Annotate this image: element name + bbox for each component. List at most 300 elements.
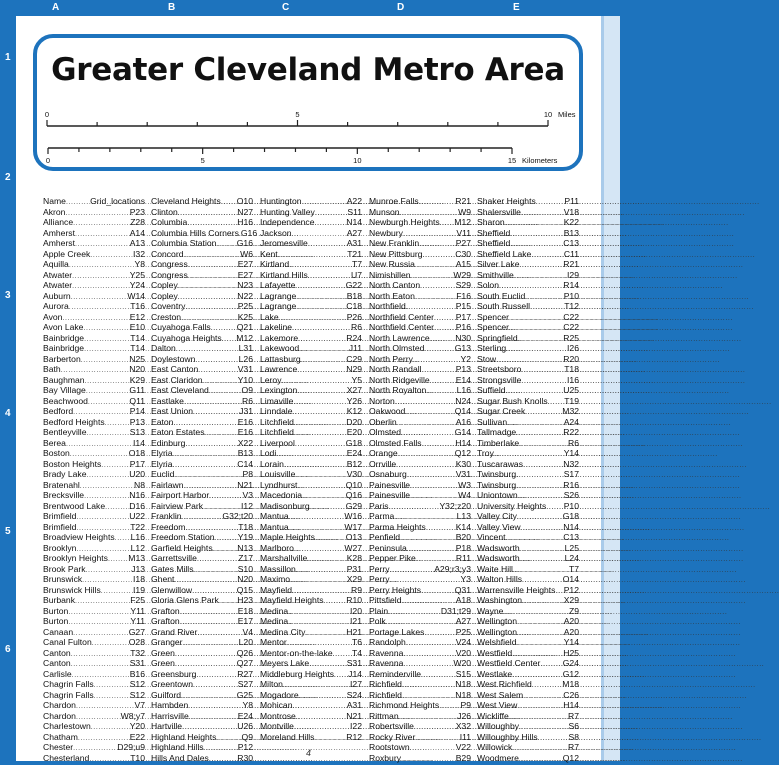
index-entry xyxy=(369,438,471,449)
grid-location: W27 xyxy=(344,543,362,554)
leader-dots xyxy=(108,555,128,566)
grid-location: I32 xyxy=(133,249,145,260)
leader-dots xyxy=(92,639,129,650)
index-entry xyxy=(151,501,253,512)
place-name: Vincent xyxy=(477,532,506,543)
place-name: Cuyahoga Heights xyxy=(151,333,222,344)
index-entry xyxy=(369,669,471,680)
leader-dots xyxy=(424,345,454,356)
index-entry xyxy=(369,469,471,480)
index-entry xyxy=(369,690,471,701)
grid-location: A18 xyxy=(456,595,471,606)
grid-location: X27 xyxy=(347,385,362,396)
grid-location: I21 xyxy=(350,616,362,627)
grid-location: Q12 xyxy=(455,448,471,459)
place-name: Munson xyxy=(369,207,400,218)
index-entry xyxy=(260,270,362,281)
grid-location: V18 xyxy=(564,207,579,218)
index-entry xyxy=(43,553,145,564)
index-entry xyxy=(151,532,253,543)
leader-dots xyxy=(402,681,455,692)
place-name: Highland Heights xyxy=(151,732,216,743)
leader-dots xyxy=(86,429,129,440)
place-name: West Richfield xyxy=(477,679,532,690)
index-entry xyxy=(43,364,145,375)
leader-dots xyxy=(69,303,130,314)
grid-location: T7 xyxy=(352,259,362,270)
index-entry xyxy=(43,690,145,701)
index-entry xyxy=(369,480,471,491)
index-entry xyxy=(260,228,362,239)
leader-dots xyxy=(105,419,130,430)
grid-location: I12 xyxy=(241,501,253,512)
index-entry xyxy=(260,385,362,396)
leader-dots xyxy=(205,429,238,440)
grid-location: E16 xyxy=(238,427,253,438)
place-name: Coventry xyxy=(151,301,185,312)
index-entry xyxy=(477,648,579,659)
index-entry xyxy=(260,501,362,512)
grid-location: S10 xyxy=(238,564,253,575)
index-entry xyxy=(260,658,362,669)
place-name: Robertsville xyxy=(369,721,414,732)
leader-dots xyxy=(324,597,347,608)
index-entry xyxy=(477,427,579,438)
grid-location: V3 xyxy=(242,490,253,501)
grid-location: C30 xyxy=(455,249,471,260)
grid-location: C29 xyxy=(346,354,362,365)
place-name: Chagrin Falls xyxy=(43,679,94,690)
index-entry xyxy=(477,312,579,323)
place-name: Penfield xyxy=(369,532,400,543)
index-entry xyxy=(151,711,253,722)
leader-dots xyxy=(178,282,237,293)
leader-dots xyxy=(546,503,563,514)
grid-location: X22 xyxy=(238,438,253,449)
index-entry xyxy=(151,385,253,396)
leader-dots xyxy=(397,419,456,430)
index-entry xyxy=(477,207,579,218)
grid-location: P10 xyxy=(564,501,579,512)
leader-dots xyxy=(388,608,441,619)
grid-location: C13 xyxy=(563,238,579,249)
index-entry xyxy=(43,511,145,522)
index-entry xyxy=(260,427,362,438)
leader-dots xyxy=(94,692,130,703)
miles-tick-label: 0 xyxy=(45,110,49,119)
place-name: Northfield Center xyxy=(369,312,434,323)
leader-dots xyxy=(75,597,130,608)
grid-location: Y8 xyxy=(134,259,145,270)
grid-location: Y11 xyxy=(130,616,145,627)
place-name: Waite Hill xyxy=(477,564,513,575)
leader-dots xyxy=(71,293,128,304)
place-name: Eaton Estates xyxy=(151,427,205,438)
leader-dots xyxy=(406,639,456,650)
leader-dots xyxy=(71,660,130,671)
place-name: Louisville xyxy=(260,469,295,480)
grid-location: P13 xyxy=(456,364,471,375)
index-entry xyxy=(260,312,362,323)
index-entry xyxy=(369,375,471,386)
index-entry xyxy=(260,375,362,386)
leader-dots xyxy=(219,597,237,608)
grid-location: V11 xyxy=(456,228,471,239)
grid-location: W17 xyxy=(344,522,362,533)
index-entry xyxy=(43,627,145,638)
grid-location: E14 xyxy=(456,375,471,386)
place-name: Canton xyxy=(43,658,71,669)
place-name: Wickliffe xyxy=(477,711,509,722)
leader-dots xyxy=(209,387,242,398)
grid-location: U7 xyxy=(351,270,362,281)
grid-location: W20 xyxy=(453,658,471,669)
grid-location: Y3 xyxy=(460,574,471,585)
leader-dots xyxy=(505,219,564,230)
grid-location: K12 xyxy=(347,406,362,417)
grid-location: X32 xyxy=(456,721,471,732)
place-name: Lagrange xyxy=(260,301,296,312)
grid-location: T14 xyxy=(130,333,145,344)
grid-location: N20 xyxy=(237,574,253,585)
grid-location: H14 xyxy=(455,438,471,449)
place-name: Lake xyxy=(260,312,279,323)
place-name: Grafton xyxy=(151,606,180,617)
place-name: Jeromesville xyxy=(260,238,308,249)
index-entry xyxy=(151,669,253,680)
index-entry xyxy=(477,690,579,701)
grid-location: V20 xyxy=(456,648,471,659)
grid-location: G24 xyxy=(563,658,579,669)
index-entry xyxy=(260,207,362,218)
leader-dots xyxy=(517,639,564,650)
leader-dots xyxy=(68,608,130,619)
index-column-1 xyxy=(43,196,145,763)
grid-location: S15 xyxy=(456,669,471,680)
place-name: Tallmadge xyxy=(477,427,516,438)
grid-location: C26 xyxy=(563,690,579,701)
leader-dots xyxy=(293,398,346,409)
place-name: Canal Fulton xyxy=(43,637,92,648)
place-name: Burbank xyxy=(43,595,75,606)
index-entry xyxy=(477,627,579,638)
index-entry xyxy=(43,711,145,722)
place-name: Guilford xyxy=(151,690,181,701)
grid-location: Y25 xyxy=(130,270,145,281)
leader-dots xyxy=(185,303,237,314)
place-name: Montrose xyxy=(260,711,296,722)
grid-location: M12 xyxy=(454,217,471,228)
leader-dots xyxy=(516,482,563,493)
place-name: Copley xyxy=(151,280,178,291)
leader-dots xyxy=(85,377,130,388)
place-name: University Heights xyxy=(477,501,546,512)
grid-location: G27 xyxy=(129,627,145,638)
miles-tick-label: 5 xyxy=(295,110,299,119)
place-name: Chester xyxy=(43,742,73,753)
index-entry xyxy=(151,553,253,564)
grid-location: M13 xyxy=(128,553,145,564)
leader-dots xyxy=(521,209,564,220)
grid-location: I18 xyxy=(133,574,145,585)
grid-location: L12 xyxy=(131,543,145,554)
index-entry xyxy=(43,322,145,333)
index-entry xyxy=(151,490,253,501)
leader-dots xyxy=(91,723,130,734)
index-entry xyxy=(477,280,579,291)
index-header-grid: Grid_locations xyxy=(90,196,145,207)
grid-location: N22 xyxy=(237,291,253,302)
leader-dots xyxy=(314,219,346,230)
leader-dots xyxy=(89,755,130,765)
index-entry xyxy=(260,490,362,501)
index-header-name: Name xyxy=(43,196,66,207)
index-entry xyxy=(369,396,471,407)
place-name: Peninsula xyxy=(369,543,407,554)
place-name: Congress xyxy=(151,270,188,281)
grid-location: H25 xyxy=(563,648,579,659)
grid-location: T16 xyxy=(130,301,145,312)
leader-dots xyxy=(509,314,563,325)
grid-location: U25 xyxy=(563,385,579,396)
leader-dots xyxy=(517,629,564,640)
grid-location: T18 xyxy=(238,522,253,533)
index-entry xyxy=(477,532,579,543)
grid-location: P8 xyxy=(242,469,253,480)
index-entry xyxy=(260,354,362,365)
place-name: Meyers Lake xyxy=(260,658,309,669)
index-entry xyxy=(43,228,145,239)
index-entry xyxy=(369,301,471,312)
index-entry xyxy=(43,648,145,659)
index-entry xyxy=(477,322,579,333)
index-entry xyxy=(43,459,145,470)
place-name: Valley View xyxy=(477,522,521,533)
place-name: North Randall xyxy=(369,364,422,375)
place-name: Franklin xyxy=(151,511,182,522)
index-entry xyxy=(151,207,253,218)
grid-location: I20 xyxy=(350,606,362,617)
grid-location: E22 xyxy=(130,732,145,743)
place-name: North Olmsted xyxy=(369,343,424,354)
place-name: Sheffield xyxy=(477,238,510,249)
leader-dots xyxy=(83,324,129,335)
leader-dots xyxy=(415,261,456,272)
grid-location: Q16 xyxy=(346,490,362,501)
place-name: Carlisle xyxy=(43,669,72,680)
leader-dots xyxy=(88,398,129,409)
index-entry xyxy=(477,753,579,764)
place-name: Euclid xyxy=(151,469,174,480)
leader-dots xyxy=(183,639,239,650)
place-name: Norton xyxy=(369,396,395,407)
leader-dots xyxy=(294,429,347,440)
place-name: Fairport Harbor xyxy=(151,490,209,501)
index-entry xyxy=(151,406,253,417)
index-entry xyxy=(369,732,471,743)
index-entry xyxy=(369,207,471,218)
index-entry xyxy=(151,448,253,459)
grid-location: G12 xyxy=(563,669,579,680)
place-name: Bay Village xyxy=(43,385,86,396)
leader-dots xyxy=(94,681,130,692)
place-name: Valley City xyxy=(477,511,517,522)
index-entry xyxy=(260,732,362,743)
place-name: Chardon xyxy=(43,700,76,711)
grid-location: V31 xyxy=(456,469,471,480)
index-entry xyxy=(477,543,579,554)
leader-dots xyxy=(520,555,565,566)
leader-dots xyxy=(188,272,238,283)
grid-location: P9 xyxy=(460,700,471,711)
grid-location: W8;y7 xyxy=(121,711,145,722)
grid-location: W4 xyxy=(458,490,471,501)
place-name: Lyndhurst xyxy=(260,480,297,491)
index-entry xyxy=(477,438,579,449)
leader-dots xyxy=(81,356,129,367)
index-entry xyxy=(369,711,471,722)
leader-dots xyxy=(173,461,238,472)
index-entry xyxy=(260,522,362,533)
place-name: Lakeline xyxy=(260,322,292,333)
index-entry xyxy=(369,196,471,207)
grid-location: N18 xyxy=(455,690,471,701)
grid-location: Q15 xyxy=(237,585,253,596)
place-name: Painesville xyxy=(369,480,410,491)
grid-location: K25 xyxy=(238,312,253,323)
place-name: West View xyxy=(477,700,517,711)
leader-dots xyxy=(178,293,237,304)
grid-location: D29;u9 xyxy=(117,742,145,753)
leader-dots xyxy=(297,366,346,377)
leader-dots xyxy=(530,303,564,314)
place-name: Baughman xyxy=(43,375,85,386)
grid-location: C11 xyxy=(564,249,579,260)
index-entry xyxy=(477,658,579,669)
place-name: Litchfield xyxy=(260,417,294,428)
leader-dots xyxy=(296,713,346,724)
grid-row-4: 4 xyxy=(5,408,11,419)
place-name: Massillon xyxy=(260,564,296,575)
leader-dots xyxy=(90,251,133,262)
grid-location: E12 xyxy=(130,312,145,323)
place-name: Cleveland Heights xyxy=(151,196,221,207)
leader-dots xyxy=(185,440,237,451)
grid-location: L16 xyxy=(457,385,471,396)
grid-location: N16 xyxy=(129,490,145,501)
grid-location: X29 xyxy=(347,574,362,585)
leader-dots xyxy=(419,240,456,251)
index-entry xyxy=(369,564,471,575)
place-name: Akron xyxy=(43,207,65,218)
grid-location: N21 xyxy=(346,711,362,722)
grid-location: P14 xyxy=(130,406,145,417)
index-entry xyxy=(369,406,471,417)
grid-location: Y10 xyxy=(238,375,253,386)
leader-dots xyxy=(519,755,563,765)
leader-dots xyxy=(80,482,134,493)
grid-location: R6 xyxy=(351,322,362,333)
place-name: Willowick xyxy=(477,742,512,753)
index-entry xyxy=(151,627,253,638)
leader-dots xyxy=(86,566,132,577)
leader-dots xyxy=(517,618,564,629)
grid-location: G25 xyxy=(237,690,253,701)
place-name: Linndale xyxy=(260,406,293,417)
leader-dots xyxy=(115,534,131,545)
leader-dots xyxy=(301,356,347,367)
grid-location: N18 xyxy=(455,679,471,690)
leader-dots xyxy=(405,408,454,419)
place-name: Berea xyxy=(43,438,66,449)
grid-location: C14 xyxy=(237,459,253,470)
grid-location: S12 xyxy=(130,679,145,690)
index-entry xyxy=(43,333,145,344)
place-name: Lakewood xyxy=(260,343,299,354)
grid-location: D16 xyxy=(129,501,145,512)
grid-location: L26 xyxy=(239,354,253,365)
grid-location: P11 xyxy=(564,196,579,207)
grid-location: W16 xyxy=(344,511,362,522)
grid-location: S17 xyxy=(564,469,579,480)
grid-location: P15 xyxy=(456,301,471,312)
leader-dots xyxy=(295,282,345,293)
place-name: Doylestown xyxy=(151,354,195,365)
place-name: Harrisville xyxy=(151,711,189,722)
place-name: Paris xyxy=(369,501,389,512)
place-name: Silver Lake xyxy=(477,259,520,270)
place-name: Chardon xyxy=(43,711,76,722)
place-name: Kent xyxy=(260,249,278,260)
place-name: Auburn xyxy=(43,291,71,302)
place-name: Sterling xyxy=(477,343,506,354)
place-name: Bedford Heights xyxy=(43,417,105,428)
leader-dots xyxy=(434,314,456,325)
grid-location: L20 xyxy=(239,637,253,648)
index-entry xyxy=(477,522,579,533)
place-name: Fairview Park xyxy=(151,501,203,512)
place-name: Suffield xyxy=(477,385,506,396)
place-name: Copley xyxy=(151,291,178,302)
index-column-2 xyxy=(151,196,253,763)
place-name: Brimfield xyxy=(43,522,76,533)
leader-dots xyxy=(193,681,238,692)
grid-location: Y14 xyxy=(564,448,579,459)
grid-location: M12 xyxy=(236,333,253,344)
place-name: North Canton xyxy=(369,280,420,291)
leader-dots xyxy=(419,198,456,209)
grid-location: T12 xyxy=(564,301,579,312)
leader-dots xyxy=(86,387,130,398)
index-entry xyxy=(151,238,253,249)
index-entry xyxy=(151,312,253,323)
place-name: Oberlin xyxy=(369,417,397,428)
index-entry xyxy=(477,501,579,512)
grid-location: G29 xyxy=(346,501,362,512)
place-name: Gloria Glens Park xyxy=(151,595,219,606)
index-column-4 xyxy=(369,196,471,763)
leader-dots xyxy=(415,293,456,304)
place-name: Chesterland xyxy=(43,753,89,764)
index-entry xyxy=(369,385,471,396)
index-entry xyxy=(260,480,362,491)
place-name: Smithville xyxy=(477,270,514,281)
index-entry xyxy=(151,585,253,596)
leader-dots xyxy=(188,261,238,272)
place-name: Montville xyxy=(260,721,294,732)
index-entry xyxy=(477,228,579,239)
index-entry xyxy=(369,270,471,281)
